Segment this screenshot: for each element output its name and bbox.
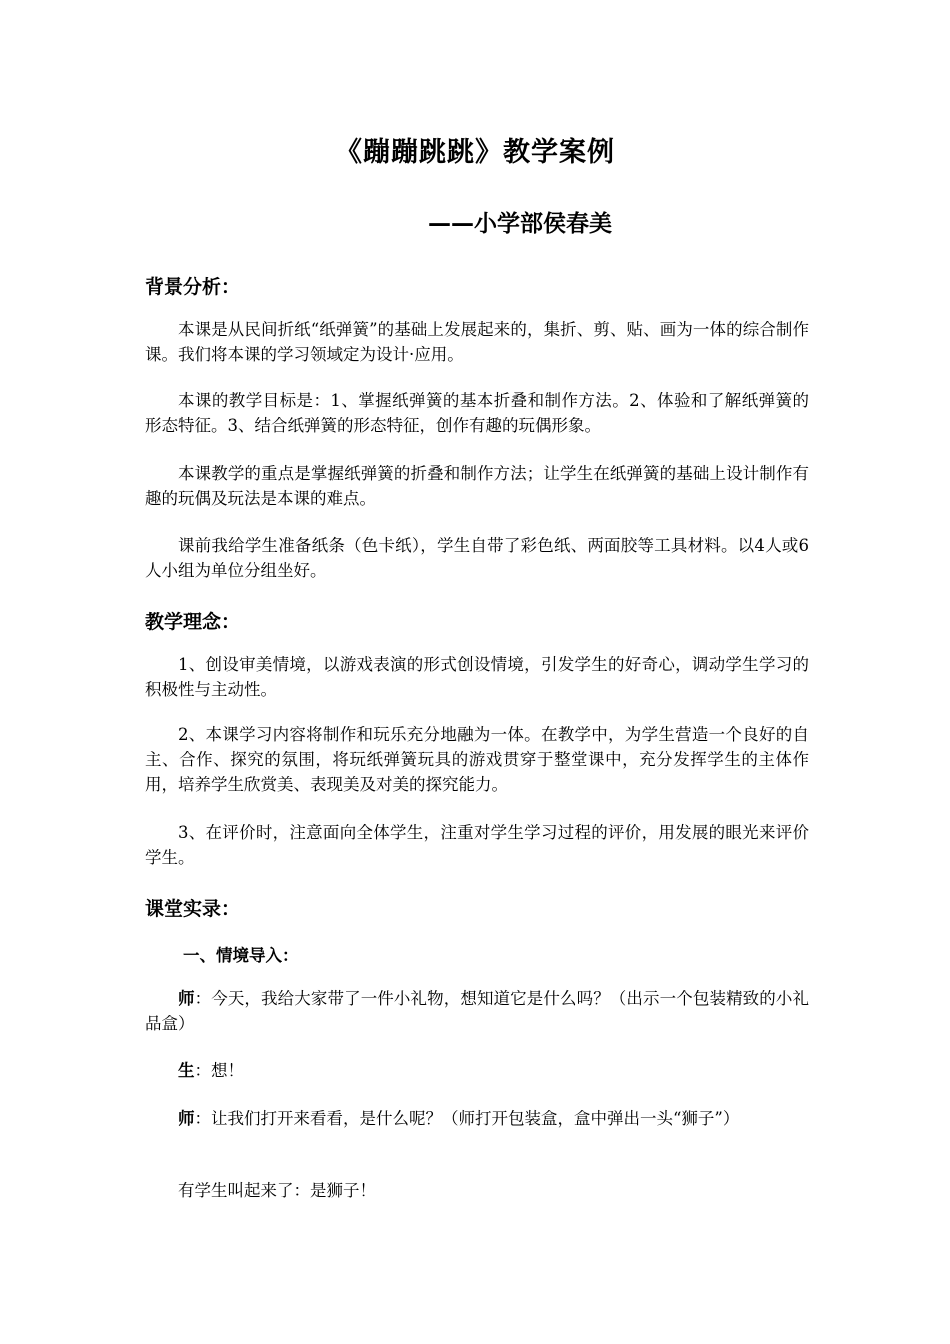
paragraph: 3、在评价时，注意面向全体学生，注重对学生学习过程的评价，用发展的眼光来评价学生。 [145, 823, 809, 867]
dialogue-text: ：今天，我给大家带了一件小礼物，想知道它是什么吗？（出示一个包装精致的小礼品盒） [145, 989, 810, 1033]
paragraph: 2、本课学习内容将制作和玩乐充分地融为一体。在教学中，为学生营造一个良好的自主、合作、探究的氛围，将玩纸弹簧玩具的游戏贯穿于整堂课中，充分发挥学生的主体作用，培养学生欣赏美、表现美及对美的探究能力。 [145, 725, 809, 794]
paragraph: 有学生叫起来了：是狮子！ [178, 1181, 376, 1200]
paragraph: 1、创设审美情境，以游戏表演的形式创设情境，引发学生的好奇心，调动学生学习的积极性与主动性。 [145, 655, 809, 699]
paragraph: 课前我给学生准备纸条（色卡纸），学生自带了彩色纸、两面胶等工具材料。以4人或6人小组为单位分组坐好。 [145, 536, 809, 580]
dialogue-line [145, 1058, 809, 1083]
heading-philosophy: 教学理念： [145, 611, 241, 633]
paragraph: 本课是从民间折纸“纸弹簧”的基础上发展起来的，集折、剪、贴、画为一体的综合制作课。我们将本课的学习领域定为设计·应用。 [145, 320, 809, 364]
paragraph: 本课的教学目标是：1、掌握纸弹簧的基本折叠和制作方法。2、体验和了解纸弹簧的形态特征。3、结合纸弹簧的形态特征，创作有趣的玩偶形象。 [145, 391, 809, 435]
heading-background: 背景分析： [145, 276, 241, 298]
subheading-intro: 一、情境导入： [183, 946, 299, 965]
document-title: 《蹦蹦跳跳》教学案例 [335, 137, 615, 168]
speaker-label: 师 [178, 1109, 195, 1128]
speaker-label: 生 [178, 1061, 195, 1080]
author-line: ——小学部侯春美 [428, 211, 612, 237]
dialogue-text: ：想！ [194, 1061, 244, 1080]
heading-record: 课堂实录： [145, 898, 241, 920]
dialogue-line [145, 986, 809, 1036]
paragraph: 本课教学的重点是掌握纸弹簧的折叠和制作方法；让学生在纸弹簧的基础上设计制作有趣的玩偶及玩法是本课的难点。 [145, 464, 809, 508]
speaker-label: 师 [178, 989, 195, 1008]
dialogue-line [145, 1106, 809, 1131]
dialogue-text: ：让我们打开来看看，是什么呢？（师打开包装盒，盒中弹出一头“狮子”） [194, 1109, 740, 1128]
